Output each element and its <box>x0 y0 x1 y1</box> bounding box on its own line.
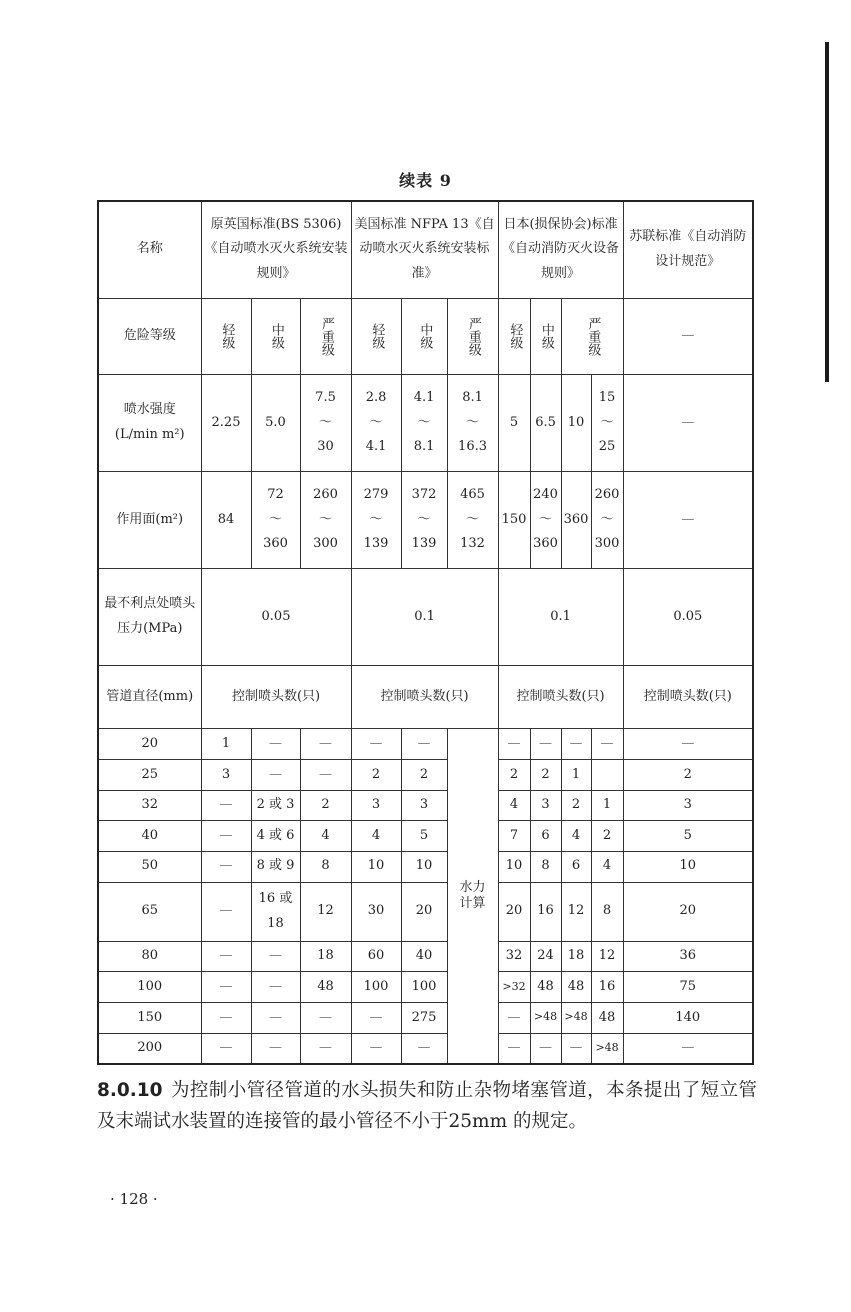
su-count-label: 控制喷头数(只) <box>623 666 753 729</box>
cell: — <box>401 1033 447 1064</box>
cell: — <box>498 1003 530 1034</box>
cell: >32 <box>498 972 530 1003</box>
cell: 4 <box>591 851 623 882</box>
table-row <box>98 760 753 791</box>
cell: 275 <box>401 1003 447 1034</box>
uk-count-label: 控制喷头数(只) <box>201 666 351 729</box>
cell: 60 <box>351 941 401 972</box>
su-pressure: 0.05 <box>623 569 753 666</box>
us-standard-header: 美国标准 NFPA 13《自动喷水灭火系统安装标准》 <box>351 201 498 298</box>
cell: 48 <box>530 972 561 1003</box>
cell: 3 <box>623 790 753 821</box>
uk-medium: 中级 <box>251 298 300 375</box>
table-row <box>98 882 753 941</box>
cell: — <box>351 729 401 760</box>
cell: 40 <box>401 941 447 972</box>
name-header: 名称 <box>98 201 201 298</box>
cell <box>591 760 623 791</box>
table-row <box>98 1033 753 1064</box>
cell: 8 或 9 <box>251 851 300 882</box>
cell: — <box>201 972 251 1003</box>
jp-medium: 中级 <box>530 298 561 375</box>
area-row <box>98 472 753 569</box>
su-hazard: — <box>623 298 753 375</box>
cell: 36 <box>623 941 753 972</box>
cell: — <box>498 729 530 760</box>
cell: 2 或 3 <box>251 790 300 821</box>
jp-area-severe-1: 360 <box>561 472 591 569</box>
cell: 12 <box>561 882 591 941</box>
cell: 100 <box>401 972 447 1003</box>
us-intensity-medium: 4.1 ～ 8.1 <box>401 375 447 472</box>
cell: 3 <box>530 790 561 821</box>
cell: — <box>201 941 251 972</box>
pressure-row <box>98 569 753 666</box>
us-area-severe: 465 ～ 132 <box>447 472 498 569</box>
cell: — <box>300 1003 351 1034</box>
cell: — <box>351 1033 401 1064</box>
jp-area-severe-2: 260 ～ 300 <box>591 472 623 569</box>
cell: 16 或 18 <box>251 882 300 941</box>
cell: 5 <box>401 821 447 852</box>
cell: >48 <box>530 1003 561 1034</box>
cell: 1 <box>561 760 591 791</box>
cell: 48 <box>300 972 351 1003</box>
su-intensity: — <box>623 375 753 472</box>
cell: 20 <box>623 882 753 941</box>
page-edge-rule <box>825 42 829 382</box>
us-pressure: 0.1 <box>351 569 498 666</box>
pipe-diameter: 50 <box>98 851 201 882</box>
cell: 2 <box>351 760 401 791</box>
cell: — <box>251 941 300 972</box>
cell: 48 <box>561 972 591 1003</box>
cell: 3 <box>401 790 447 821</box>
cell: — <box>201 790 251 821</box>
cell: 3 <box>351 790 401 821</box>
table-row <box>98 851 753 882</box>
us-intensity-severe: 8.1 ～ 16.3 <box>447 375 498 472</box>
jp-area-medium: 240 ～ 360 <box>530 472 561 569</box>
cell: 2 <box>591 821 623 852</box>
cell: — <box>251 1033 300 1064</box>
us-medium: 中级 <box>401 298 447 375</box>
cell: — <box>401 729 447 760</box>
cell: 20 <box>498 882 530 941</box>
cell: 18 <box>561 941 591 972</box>
jp-pressure: 0.1 <box>498 569 623 666</box>
cell: — <box>561 729 591 760</box>
cell: 6 <box>530 821 561 852</box>
uk-standard-header: 原英国标准(BS 5306)《自动喷水灭火系统安装规则》 <box>201 201 351 298</box>
cell: 4 或 6 <box>251 821 300 852</box>
cell: >48 <box>591 1033 623 1064</box>
uk-intensity-light: 2.25 <box>201 375 251 472</box>
page-number: · 128 · <box>110 1190 158 1208</box>
cell: 24 <box>530 941 561 972</box>
table-row <box>98 729 753 760</box>
cell: — <box>201 882 251 941</box>
us-light: 轻级 <box>351 298 401 375</box>
cell: 140 <box>623 1003 753 1034</box>
table-row <box>98 941 753 972</box>
pipe-diameter: 40 <box>98 821 201 852</box>
cell: — <box>201 851 251 882</box>
cell: 8 <box>591 882 623 941</box>
su-area: — <box>623 472 753 569</box>
cell: — <box>300 729 351 760</box>
cell: 16 <box>530 882 561 941</box>
cell: 8 <box>530 851 561 882</box>
cell: 2 <box>561 790 591 821</box>
jp-area-light: 150 <box>498 472 530 569</box>
jp-intensity-severe-1: 10 <box>561 375 591 472</box>
jp-intensity-severe-2: 15 ～ 25 <box>591 375 623 472</box>
cell: 1 <box>591 790 623 821</box>
us-area-light: 279 ～ 139 <box>351 472 401 569</box>
us-severe: 严重级 <box>447 298 498 375</box>
cell: — <box>201 1003 251 1034</box>
cell: 2 <box>498 760 530 791</box>
us-count-label: 控制喷头数(只) <box>351 666 498 729</box>
cell: 8 <box>300 851 351 882</box>
hazard-row <box>98 298 753 375</box>
uk-intensity-severe: 7.5 ～ 30 <box>300 375 351 472</box>
cell: — <box>591 729 623 760</box>
cell: 75 <box>623 972 753 1003</box>
jp-light: 轻级 <box>498 298 530 375</box>
pipe-diameter: 100 <box>98 972 201 1003</box>
pipe-diameter: 25 <box>98 760 201 791</box>
us-area-medium: 372 ～ 139 <box>401 472 447 569</box>
cell: 10 <box>401 851 447 882</box>
cell: 20 <box>401 882 447 941</box>
header-row <box>98 201 753 298</box>
jp-standard-header: 日本(损保协会)标准《自动消防灭火设备规则》 <box>498 201 623 298</box>
us-intensity-light: 2.8 ～ 4.1 <box>351 375 401 472</box>
pipe-diameter: 65 <box>98 882 201 941</box>
cell: — <box>623 729 753 760</box>
cell: 4 <box>561 821 591 852</box>
pressure-label: 最不利点处喷头压力(MPa) <box>98 569 201 666</box>
cell: 5 <box>623 821 753 852</box>
cell: — <box>251 972 300 1003</box>
uk-area-light: 84 <box>201 472 251 569</box>
cell: — <box>623 1033 753 1064</box>
clause-number: 8.0.10 <box>97 1080 163 1101</box>
cell: — <box>300 1033 351 1064</box>
cell: 10 <box>623 851 753 882</box>
hazard-label: 危险等级 <box>98 298 201 375</box>
pipe-diameter: 80 <box>98 941 201 972</box>
cell: — <box>351 1003 401 1034</box>
cell: 100 <box>351 972 401 1003</box>
intensity-row <box>98 375 753 472</box>
table-row <box>98 1003 753 1034</box>
jp-intensity-medium: 6.5 <box>530 375 561 472</box>
cell: 12 <box>591 941 623 972</box>
cell: 2 <box>401 760 447 791</box>
cell: — <box>498 1033 530 1064</box>
su-standard-header: 苏联标准《自动消防设计规范》 <box>623 201 753 298</box>
pipe-diameter: 32 <box>98 790 201 821</box>
cell: — <box>251 760 300 791</box>
jp-intensity-light: 5 <box>498 375 530 472</box>
uk-area-severe: 260 ～ 300 <box>300 472 351 569</box>
pipe-diameter: 150 <box>98 1003 201 1034</box>
cell: — <box>561 1033 591 1064</box>
cell: 30 <box>351 882 401 941</box>
cell: 4 <box>351 821 401 852</box>
uk-intensity-medium: 5.0 <box>251 375 300 472</box>
cell: 3 <box>201 760 251 791</box>
pipe-heading-row <box>98 666 753 729</box>
cell: 12 <box>300 882 351 941</box>
cell: 18 <box>300 941 351 972</box>
area-label: 作用面(m²) <box>98 472 201 569</box>
cell: — <box>251 729 300 760</box>
us-severe-hydraulic: 水力计算 <box>447 729 498 1064</box>
cell: 48 <box>591 1003 623 1034</box>
cell: >48 <box>561 1003 591 1034</box>
cell: 32 <box>498 941 530 972</box>
cell: — <box>530 729 561 760</box>
table-row <box>98 790 753 821</box>
table-row <box>98 821 753 852</box>
cell: 6 <box>561 851 591 882</box>
cell: 1 <box>201 729 251 760</box>
jp-count-label: 控制喷头数(只) <box>498 666 623 729</box>
clause-text: 为控制小管径管道的水头损失和防止杂物堵塞管道，本条提出了短立管及末端试水装置的连接管的最小管径不小于25mm 的规定。 <box>97 1080 757 1132</box>
cell: 7 <box>498 821 530 852</box>
clause-paragraph <box>97 1075 757 1137</box>
cell: — <box>530 1033 561 1064</box>
uk-severe: 严重级 <box>300 298 351 375</box>
cell: 2 <box>623 760 753 791</box>
cell: 2 <box>300 790 351 821</box>
cell: — <box>201 1033 251 1064</box>
uk-light: 轻级 <box>201 298 251 375</box>
cell: 2 <box>530 760 561 791</box>
pipe-diameter-label: 管道直径(mm) <box>98 666 201 729</box>
cell: 10 <box>351 851 401 882</box>
uk-area-medium: 72 ～ 360 <box>251 472 300 569</box>
cell: — <box>201 821 251 852</box>
pipe-diameter: 20 <box>98 729 201 760</box>
cell: — <box>300 760 351 791</box>
pipe-diameter: 200 <box>98 1033 201 1064</box>
cell: 16 <box>591 972 623 1003</box>
intensity-label: 喷水强度 (L/min m²) <box>98 375 201 472</box>
table-row <box>98 972 753 1003</box>
cell: 4 <box>300 821 351 852</box>
cell: — <box>251 1003 300 1034</box>
cell: 10 <box>498 851 530 882</box>
sprinkler-standards-table <box>97 200 754 1065</box>
table-caption: 续表 9 <box>399 171 452 190</box>
uk-pressure: 0.05 <box>201 569 351 666</box>
cell: 4 <box>498 790 530 821</box>
jp-severe: 严重级 <box>561 298 623 375</box>
